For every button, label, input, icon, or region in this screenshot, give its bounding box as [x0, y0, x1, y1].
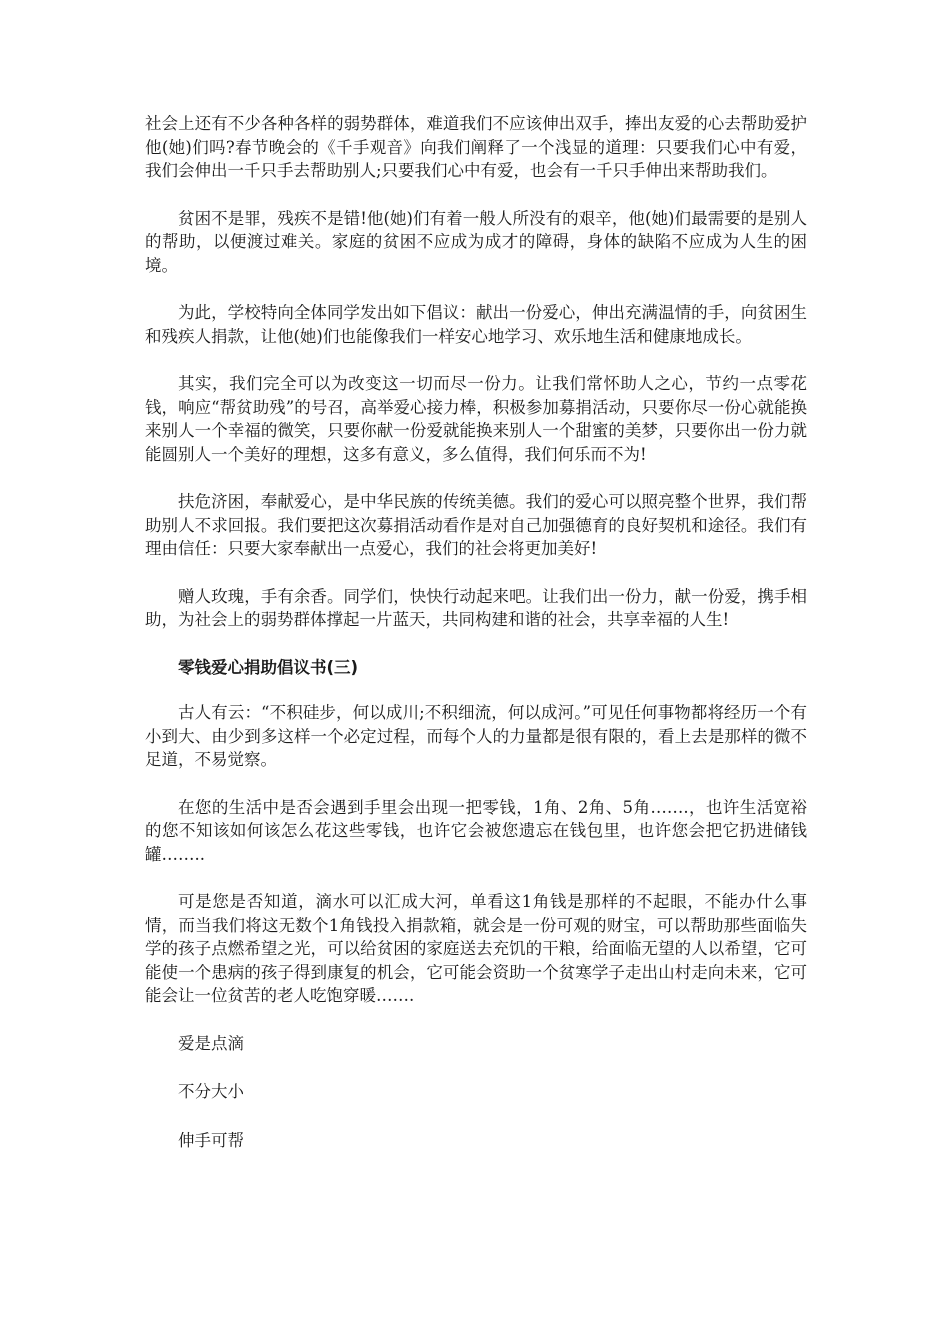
paragraph: 可是您是否知道，滴水可以汇成大河，单看这1角钱是那样的不起眼，不能办什么事情，而当我们将这无数个1角钱投入捐款箱，就会是一份可观的财宝，可以帮助那些面临失学的孩子点燃希望之光，可以给贫困的家庭送去充饥的干粮，给面临无望的人以希望，它可能使一个患病的孩子得到康复的机会，它可能会资助一个贫寒学子走出山村走向未来，它可能会让一位贫苦的老人吃饱穿暖…….	[145, 892, 807, 1005]
paragraph: 在您的生活中是否会遇到手里会出现一把零钱，1角、2角、5角…….，也许生活宽裕的您不知该如何该怎么花这些零钱，也许它会被您遗忘在钱包里，也许您会把它扔进储钱罐……..	[145, 797, 807, 864]
verse-line: 不分大小	[178, 1082, 244, 1101]
paragraph: 古人有云：“不积硅步，何以成川;不积细流，何以成河。”可见任何事物都将经历一个有小到大、由少到多这样一个必定过程，而每个人的力量都是很有限的，看上去是那样的微不足道，不易觉察。	[145, 703, 807, 769]
paragraph: 为此，学校特向全体同学发出如下倡议：献出一份爱心，伸出充满温情的手，向贫困生和残疾人捐款，让他(她)们也能像我们一样安心地学习、欢乐地生活和健康地成长。	[145, 303, 807, 346]
section-heading: 零钱爱心捐助倡议书(三)	[178, 657, 359, 677]
paragraph: 社会上还有不少各种各样的弱势群体，难道我们不应该伸出双手，捧出友爱的心去帮助爱护他(她)们吗?春节晚会的《千手观音》向我们阐释了一个浅显的道理：只要我们心中有爱，我们会伸出一千只手去帮助别人;只要我们心中有爱，也会有一千只手伸出来帮助我们。	[145, 114, 807, 180]
verse-line: 伸手可帮	[178, 1130, 244, 1150]
paragraph: 贫困不是罪，残疾不是错!他(她)们有着一般人所没有的艰辛，他(她)们最需要的是别人的帮助，以便渡过难关。家庭的贫困不应成为成才的障碍，身体的缺陷不应成为人生的困境。	[145, 208, 807, 275]
paragraph: 赠人玫瑰，手有余香。同学们，快快行动起来吧。让我们出一份力，献一份爱，携手相助，为社会上的弱势群体撑起一片蓝天，共同构建和谐的社会，共享幸福的人生!	[145, 586, 807, 629]
paragraph: 扶危济困，奉献爱心，是中华民族的传统美德。我们的爱心可以照亮整个世界，我们帮助别人不求回报。我们要把这次募捐活动看作是对自己加强德育的良好契机和途径。我们有理由信任：只要大家奉献出一点爱心，我们的社会将更加美好!	[145, 492, 807, 558]
paragraph: 其实，我们完全可以为改变这一切而尽一份力。让我们常怀助人之心，节约一点零花钱，响应“帮贫助残”的号召，高举爱心接力棒，积极参加募捐活动，只要你尽一份心就能换来别人一个幸福的微笑，只要你献一份爱就能换来别人一个甜蜜的美梦，只要你出一份力就能圆别人一个美好的理想，这多有意义，多么值得，我们何乐而不为!	[145, 374, 807, 464]
verse-line: 爱是点滴	[178, 1033, 244, 1053]
document-page	[145, 112, 807, 1177]
